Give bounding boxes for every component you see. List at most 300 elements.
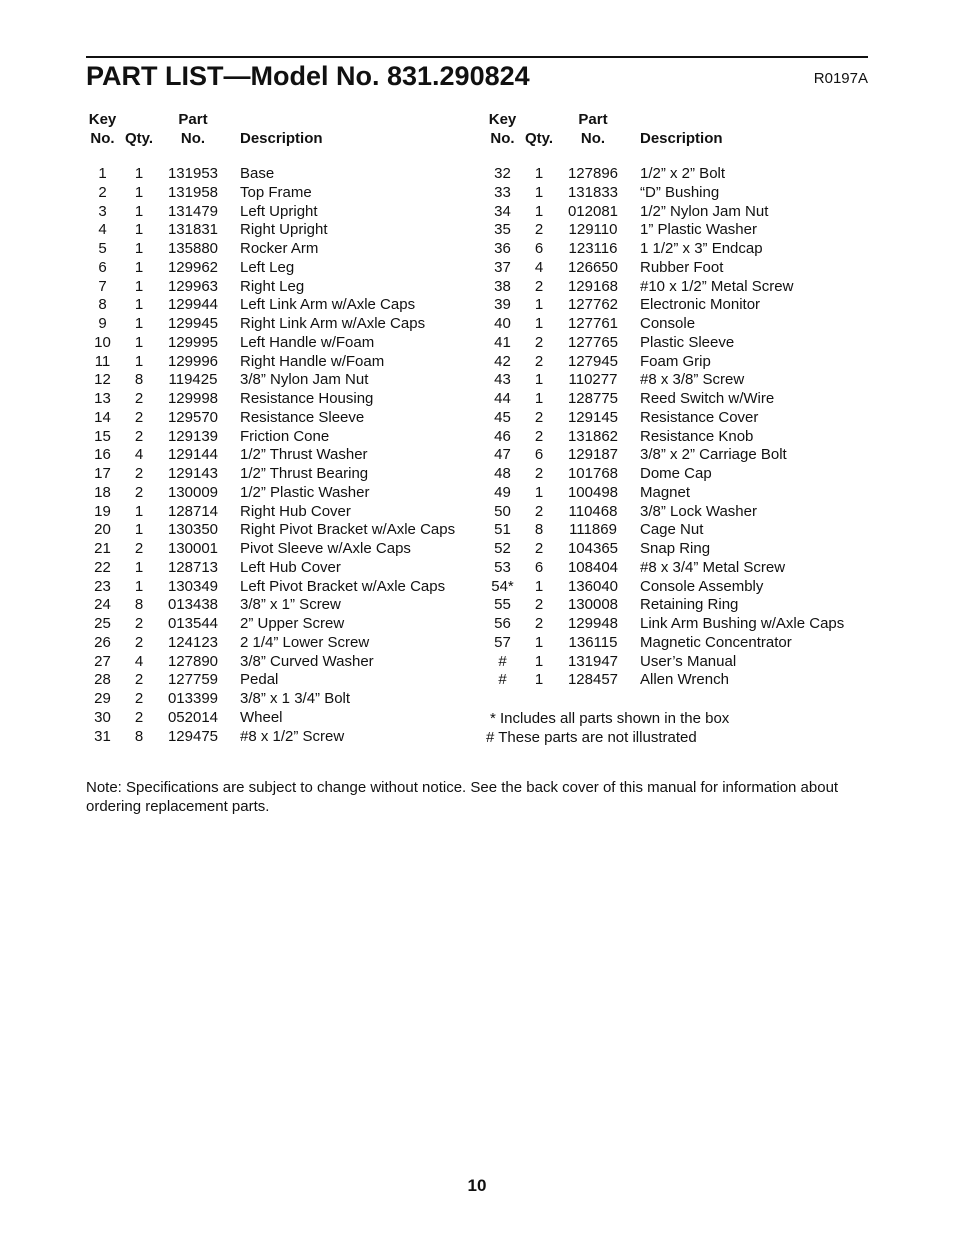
description: Left Leg <box>240 258 295 276</box>
part-no: 052014 <box>167 708 219 726</box>
key-no: 39 <box>494 296 511 314</box>
description: User’s Manual <box>640 652 737 670</box>
parts-column-right <box>486 110 844 690</box>
qty: 2 <box>134 615 144 632</box>
table-row <box>86 596 455 615</box>
qty: 2 <box>134 483 144 501</box>
table-row <box>486 240 844 259</box>
qty: 1 <box>134 183 144 201</box>
description: 1” Plastic Washer <box>640 221 757 239</box>
part-no: 135880 <box>167 240 219 257</box>
key-no: 19 <box>94 502 111 520</box>
part-no: 127759 <box>167 671 219 689</box>
part-no: 129145 <box>567 408 619 426</box>
qty-header: Qty. <box>124 130 154 147</box>
description: Allen Wrench <box>640 671 729 689</box>
key-no: 2 <box>98 183 107 201</box>
table-row <box>86 203 455 222</box>
table-row <box>86 296 455 315</box>
qty: 1 <box>134 577 144 595</box>
qty: 2 <box>134 465 144 482</box>
parts-rows-left <box>86 148 455 746</box>
qty: 2 <box>134 427 144 445</box>
description: 2 1/4” Lower Screw <box>240 633 370 651</box>
description: 1/2” Plastic Washer <box>240 483 370 501</box>
part-no: 129110 <box>568 221 618 239</box>
part-no: 012081 <box>567 202 619 220</box>
part-no: 128775 <box>567 390 619 407</box>
part-no: 129570 <box>167 408 219 426</box>
table-row <box>486 259 844 278</box>
key-no: 22 <box>94 558 111 576</box>
part-no: 130009 <box>167 483 219 501</box>
qty: 1 <box>134 315 144 332</box>
table-row <box>86 334 455 353</box>
key-no: 48 <box>494 465 511 482</box>
key-no: 3 <box>98 202 107 220</box>
key-no: 21 <box>94 540 111 557</box>
description: Left Hub Cover <box>240 558 341 576</box>
part-no: 130349 <box>167 577 219 595</box>
part-no: 100498 <box>567 483 619 501</box>
table-row <box>86 390 455 409</box>
part-no: 136115 <box>568 633 618 651</box>
key-no: 23 <box>94 577 111 595</box>
qty: 1 <box>534 296 544 314</box>
part-no-header: Part No. <box>178 111 208 147</box>
table-row <box>486 503 844 522</box>
description: Magnet <box>640 483 691 501</box>
part-no: 128457 <box>567 671 619 689</box>
part-no: 131947 <box>567 652 619 670</box>
part-no: 130001 <box>167 540 219 557</box>
part-no: 127945 <box>567 352 619 370</box>
qty: 2 <box>534 408 544 426</box>
key-no: 16 <box>94 446 111 464</box>
key-no: 34 <box>494 202 511 220</box>
table-row <box>486 521 844 540</box>
qty: 1 <box>534 315 544 332</box>
description: Right Hub Cover <box>240 502 351 520</box>
description: 3/8” Nylon Jam Nut <box>240 371 369 389</box>
qty: 2 <box>134 708 144 726</box>
part-no: 129475 <box>167 727 219 745</box>
table-row <box>486 559 844 578</box>
key-no: 45 <box>494 408 511 426</box>
part-no: 127761 <box>567 315 619 332</box>
key-no: 18 <box>94 483 111 501</box>
qty: 2 <box>134 408 144 426</box>
hash-note: # These parts are not illustrated <box>486 728 697 746</box>
description: Electronic Monitor <box>640 296 761 314</box>
key-no: 38 <box>494 277 511 295</box>
table-row <box>86 653 455 672</box>
qty: 4 <box>134 652 144 670</box>
qty: 1 <box>134 333 144 351</box>
qty: 2 <box>534 352 544 370</box>
key-no: 26 <box>94 633 111 651</box>
qty: 1 <box>134 352 144 370</box>
part-no: 129998 <box>167 390 219 407</box>
description: Link Arm Bushing w/Axle Caps <box>640 615 845 632</box>
description: Resistance Housing <box>240 390 374 407</box>
part-no: 136040 <box>567 577 619 595</box>
part-no: 129144 <box>167 446 219 464</box>
description: Resistance Cover <box>640 408 759 426</box>
key-no: 55 <box>494 596 511 614</box>
table-row <box>86 709 455 728</box>
description: 3/8” x 1 3/4” Bolt <box>240 690 351 707</box>
table-row <box>86 634 455 653</box>
table-row <box>86 671 455 690</box>
table-row <box>86 484 455 503</box>
qty: 2 <box>534 502 544 520</box>
description: 3/8” x 1” Screw <box>240 596 341 614</box>
part-no: 013544 <box>167 615 219 632</box>
description: Right Handle w/Foam <box>240 352 385 370</box>
key-no: 32 <box>494 165 511 182</box>
qty: 6 <box>534 558 544 576</box>
part-no: 130008 <box>567 596 619 614</box>
part-no: 101768 <box>567 465 619 482</box>
qty: 1 <box>534 483 544 501</box>
table-row <box>486 671 844 690</box>
key-no: 8 <box>98 296 107 314</box>
part-no: 127890 <box>167 652 219 670</box>
table-row <box>486 596 844 615</box>
table-row <box>86 690 455 709</box>
table-row <box>486 203 844 222</box>
description: #10 x 1/2” Metal Screw <box>640 277 794 295</box>
key-no: 42 <box>494 352 511 370</box>
qty: 1 <box>134 240 144 257</box>
key-no: 13 <box>94 390 111 407</box>
part-no: 131862 <box>567 427 619 445</box>
description: Rocker Arm <box>240 240 319 257</box>
description: 1/2” x 2” Bolt <box>640 165 726 182</box>
description-header: Description <box>640 130 723 147</box>
key-no: 53 <box>494 558 511 576</box>
key-no: 7 <box>98 277 107 295</box>
description: Right Link Arm w/Axle Caps <box>240 315 426 332</box>
qty: 6 <box>534 446 544 464</box>
table-row <box>86 221 455 240</box>
part-no: 108404 <box>567 558 619 576</box>
description: 1/2” Thrust Bearing <box>240 465 369 482</box>
key-no: 24 <box>94 596 111 614</box>
description: 3/8” x 2” Carriage Bolt <box>640 446 787 464</box>
description: Base <box>240 165 275 182</box>
top-rule <box>86 56 868 58</box>
table-row <box>486 540 844 559</box>
description: #8 x 3/4” Metal Screw <box>640 558 786 576</box>
qty: 1 <box>134 277 144 295</box>
qty: 1 <box>534 371 544 389</box>
qty: 2 <box>534 333 544 351</box>
part-no: 129963 <box>167 277 219 295</box>
description-header: Description <box>240 130 323 147</box>
key-no: 44 <box>494 390 511 407</box>
description: Magnetic Concentrator <box>640 633 792 651</box>
part-no: 129143 <box>167 465 219 482</box>
table-row <box>486 446 844 465</box>
key-no: 31 <box>94 727 111 745</box>
description: 3/8” Lock Washer <box>640 502 757 520</box>
description: Cage Nut <box>640 521 704 539</box>
qty-header: Qty. <box>524 130 554 147</box>
part-no: 013399 <box>167 690 219 707</box>
qty: 1 <box>534 652 544 670</box>
table-row <box>486 390 844 409</box>
qty: 6 <box>534 240 544 257</box>
part-no: 131479 <box>167 202 219 220</box>
part-no-header: Part No. <box>578 111 608 147</box>
key-no: 47 <box>494 446 511 464</box>
description: Resistance Sleeve <box>240 408 365 426</box>
part-no: 129139 <box>167 427 219 445</box>
qty: 2 <box>534 427 544 445</box>
table-row <box>486 184 844 203</box>
page-title: PART LIST—Model No. 831.290824 <box>86 61 530 91</box>
table-row <box>86 409 455 428</box>
table-row <box>486 615 844 634</box>
description: Console Assembly <box>640 577 764 595</box>
description: Pedal <box>240 671 279 689</box>
qty: 2 <box>134 390 144 407</box>
key-no: 11 <box>94 352 111 370</box>
description: Console <box>640 315 696 332</box>
key-no: 51 <box>494 521 511 539</box>
qty: 8 <box>134 596 144 614</box>
key-no: 52 <box>494 540 511 557</box>
table-row <box>486 428 844 447</box>
part-no: 128714 <box>167 502 219 520</box>
part-no: 129187 <box>567 446 619 464</box>
part-no: 131833 <box>567 183 619 201</box>
key-no: 17 <box>94 465 111 482</box>
table-row <box>86 371 455 390</box>
description: Snap Ring <box>640 540 711 557</box>
description: Resistance Knob <box>640 427 754 445</box>
description: Wheel <box>240 708 283 726</box>
part-no: 119425 <box>168 371 218 389</box>
description: #8 x 1/2” Screw <box>240 727 345 745</box>
part-no: 130350 <box>167 521 219 539</box>
part-no: 131953 <box>167 165 219 182</box>
table-row <box>86 428 455 447</box>
table-row <box>86 353 455 372</box>
table-row <box>486 148 844 184</box>
description: Left Link Arm w/Axle Caps <box>240 296 416 314</box>
parts-table-left <box>86 110 455 746</box>
part-no: 123116 <box>568 240 618 257</box>
qty: 2 <box>134 671 144 689</box>
qty: 2 <box>534 596 544 614</box>
key-no: 9 <box>98 315 107 332</box>
document-code: R0197A <box>813 70 868 87</box>
key-no: 4 <box>98 221 107 239</box>
table-row <box>86 503 455 522</box>
description: Left Handle w/Foam <box>240 333 375 351</box>
key-no: 10 <box>94 333 111 351</box>
table-row <box>486 296 844 315</box>
part-no: 128713 <box>167 558 219 576</box>
key-no: 35 <box>494 221 511 239</box>
qty: 4 <box>534 258 544 276</box>
description: Top Frame <box>240 183 312 201</box>
qty: 2 <box>134 690 144 707</box>
table-header-row <box>86 110 455 148</box>
table-row <box>86 578 455 597</box>
key-no: 43 <box>494 371 511 389</box>
description: “D” Bushing <box>640 183 720 201</box>
table-row <box>486 334 844 353</box>
description: Left Upright <box>240 202 318 220</box>
qty: 1 <box>534 183 544 201</box>
part-no: 124123 <box>167 633 219 651</box>
qty: 2 <box>534 465 544 482</box>
key-no: 28 <box>94 671 111 689</box>
qty: 8 <box>534 521 544 539</box>
key-no: 1 <box>98 165 107 182</box>
key-no: 6 <box>98 258 107 276</box>
parts-column-left <box>86 110 455 746</box>
part-no: 127765 <box>567 333 619 351</box>
table-header-row <box>486 110 844 148</box>
qty: 1 <box>534 390 544 407</box>
description: Friction Cone <box>240 427 330 445</box>
qty: 8 <box>134 727 144 745</box>
table-row <box>86 315 455 334</box>
key-no: 12 <box>94 371 111 389</box>
table-row <box>86 184 455 203</box>
description: Rubber Foot <box>640 258 724 276</box>
table-row <box>86 446 455 465</box>
qty: 1 <box>134 202 144 220</box>
qty: 1 <box>534 202 544 220</box>
qty: 2 <box>534 615 544 632</box>
description: Pivot Sleeve w/Axle Caps <box>240 540 411 557</box>
key-no: 50 <box>494 502 511 520</box>
table-row <box>86 521 455 540</box>
key-no-header: Key No. <box>488 111 517 147</box>
part-no: 013438 <box>167 596 219 614</box>
part-no: 129996 <box>167 352 219 370</box>
table-row <box>486 353 844 372</box>
page-number: 10 <box>467 1176 487 1195</box>
part-no: 104365 <box>567 540 619 557</box>
table-row <box>86 278 455 297</box>
description: Dome Cap <box>640 465 712 482</box>
qty: 1 <box>134 558 144 576</box>
key-no: 20 <box>94 521 111 539</box>
key-no: # <box>498 671 507 689</box>
part-no: 131831 <box>167 221 219 239</box>
part-no: 111869 <box>569 521 617 539</box>
part-no: 126650 <box>567 258 619 276</box>
table-row <box>486 315 844 334</box>
qty: 1 <box>134 165 144 182</box>
description: #8 x 3/8” Screw <box>640 371 745 389</box>
key-no: 56 <box>494 615 511 632</box>
key-no: 15 <box>94 427 111 445</box>
qty: 8 <box>134 371 144 389</box>
description: 2” Upper Screw <box>240 615 345 632</box>
qty: 2 <box>534 540 544 557</box>
table-row <box>486 221 844 240</box>
part-no: 127762 <box>567 296 619 314</box>
asterisk-note: * Includes all parts shown in the box <box>490 710 730 727</box>
qty: 2 <box>534 277 544 295</box>
description: Left Pivot Bracket w/Axle Caps <box>240 577 446 595</box>
part-no: 129944 <box>167 296 219 314</box>
table-row <box>486 409 844 428</box>
key-no: 54* <box>491 577 514 595</box>
description: Foam Grip <box>640 352 711 370</box>
legend-notes <box>486 710 729 748</box>
key-no: 14 <box>94 408 111 426</box>
description: Right Leg <box>240 277 305 295</box>
table-row <box>86 559 455 578</box>
part-no: 129995 <box>167 333 219 351</box>
table-row <box>486 465 844 484</box>
part-no: 110277 <box>568 371 618 389</box>
description: 1/2” Nylon Jam Nut <box>640 202 769 220</box>
description: 3/8” Curved Washer <box>240 652 374 670</box>
table-row <box>86 540 455 559</box>
key-no: 30 <box>94 708 111 726</box>
table-row <box>486 278 844 297</box>
description: Right Upright <box>240 221 328 239</box>
qty: 1 <box>534 165 544 182</box>
parts-rows-right <box>486 148 844 690</box>
table-row <box>486 634 844 653</box>
key-no: 57 <box>494 633 511 651</box>
qty: 1 <box>134 502 144 520</box>
qty: 2 <box>134 633 144 651</box>
key-no: # <box>498 652 507 670</box>
part-no: 110468 <box>568 502 618 520</box>
table-row <box>486 578 844 597</box>
part-no: 129962 <box>167 258 219 276</box>
description: Right Pivot Bracket w/Axle Caps <box>240 521 456 539</box>
specifications-note: Note: Specifications are subject to change without notice. See the back cover of this manual for information about ordering replacement parts. <box>86 779 839 815</box>
key-no: 29 <box>94 690 111 707</box>
table-row <box>486 371 844 390</box>
description: 1 1/2” x 3” Endcap <box>640 240 763 257</box>
qty: 1 <box>534 671 544 689</box>
description: Plastic Sleeve <box>640 333 735 351</box>
parts-table-right <box>486 110 844 690</box>
qty: 1 <box>534 633 544 651</box>
key-no-header: Key No. <box>88 111 117 147</box>
qty: 4 <box>134 446 144 464</box>
table-row <box>86 615 455 634</box>
part-no: 127896 <box>567 165 619 182</box>
table-row <box>86 240 455 259</box>
key-no: 5 <box>98 240 107 257</box>
qty: 1 <box>134 258 144 276</box>
qty: 2 <box>134 540 144 557</box>
table-row <box>86 259 455 278</box>
part-no: 129948 <box>567 615 619 632</box>
qty: 2 <box>534 221 544 239</box>
table-row <box>486 653 844 672</box>
part-no: 129168 <box>567 277 619 295</box>
description: Reed Switch w/Wire <box>640 390 775 407</box>
key-no: 49 <box>494 483 511 501</box>
description: Retaining Ring <box>640 596 739 614</box>
